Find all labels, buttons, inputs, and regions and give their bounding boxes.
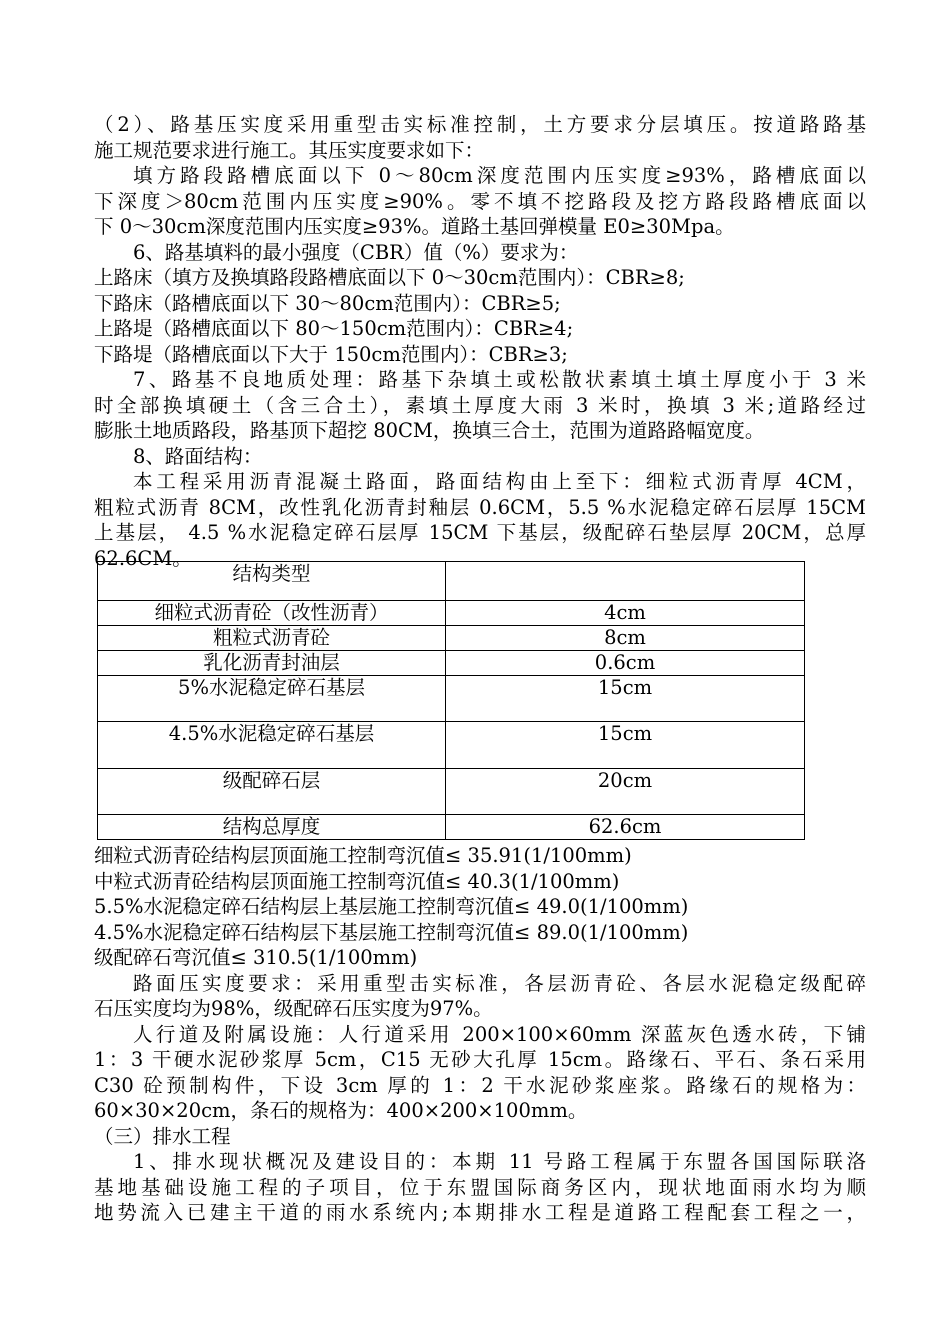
text-line: 粗粒式沥青 8CM，改性乳化沥青封釉层 0.6CM，5.5 %水泥稳定碎石层厚 15CM — [94, 495, 866, 519]
table-row — [98, 601, 805, 626]
text-line: （三）排水工程 — [94, 1124, 231, 1148]
table-cell-thickness: 62.6cm — [446, 815, 805, 840]
table-row — [98, 769, 805, 815]
text-line: 基地基础设施工程的子项目，位于东盟国际商务区内，现状地面雨水均为顺 — [94, 1175, 866, 1199]
table-cell-layer: 级配碎石层 — [98, 769, 446, 815]
table-cell-layer: 乳化沥青封油层 — [98, 651, 446, 676]
text-line: 上路床（填方及换填路段路槽底面以下 0～30cm范围内）：CBR≥8; — [94, 266, 685, 289]
table-cell-layer: 粗粒式沥青砼 — [98, 626, 446, 651]
text-line: 级配碎石弯沉值≤ 310.5(1/100mm) — [94, 946, 418, 969]
table-cell-thickness: 0.6cm — [446, 651, 805, 676]
table-header-cell — [446, 562, 805, 601]
text-line: （2）、路基压实度采用重型击实标准控制，土方要求分层填压。按道路路基 — [94, 113, 866, 136]
text-line: 62.6CM。 — [94, 546, 192, 570]
text-line: 本工程采用沥青混凝土路面，路面结构由上至下：细粒式沥青厚 4CM， — [133, 470, 866, 493]
text-line: 6、路基填料的最小强度（CBR）值（%）要求为： — [133, 240, 579, 264]
table-row — [98, 815, 805, 840]
text-line: 1：3 干硬水泥砂浆厚 5cm，C15 无砂大孔厚 15cm。路缘石、平石、条石采用 — [94, 1048, 866, 1071]
table-cell-thickness: 20cm — [446, 769, 805, 815]
text-line: 下路床（路槽底面以下 30～80cm范围内）：CBR≥5; — [94, 291, 561, 315]
text-line: C30 砼预制构件，下设 3cm 厚的 1：2 干水泥砂浆座浆。路缘石的规格为： — [94, 1073, 866, 1097]
table-row — [98, 676, 805, 722]
text-line: 4.5%水泥稳定碎石结构层下基层施工控制弯沉值≤ 89.0(1/100mm) — [94, 920, 689, 944]
table-row — [98, 722, 805, 769]
text-block-top — [94, 112, 866, 571]
text-line: 施工规范要求进行施工。其压实度要求如下： — [94, 138, 485, 162]
text-line: 7、路基不良地质处理：路基下杂填土或松散状素填土填土厚度小于 3 米 — [133, 368, 866, 391]
table-cell-thickness: 8cm — [446, 626, 805, 651]
text-line: 上基层， 4.5 %水泥稳定碎石层厚 15CM 下基层，级配碎石垫层厚 20CM，总厚 — [94, 521, 866, 544]
table-header-cell: 结构类型 — [98, 562, 446, 601]
table-row — [98, 651, 805, 676]
text-line: 1、排水现状概况及建设目的：本期 11 号路工程属于东盟各国国际联洛 — [133, 1150, 866, 1173]
table-cell-thickness: 4cm — [446, 601, 805, 626]
text-line: 细粒式沥青砼结构层顶面施工控制弯沉值≤ 35.91(1/100mm) — [94, 844, 632, 867]
text-line: 下路堤（路槽底面以下大于 150cm范围内）：CBR≥3; — [94, 342, 568, 366]
table-cell-thickness: 15cm — [446, 676, 805, 722]
table-cell-layer: 结构总厚度 — [98, 815, 446, 840]
table-cell-layer: 细粒式沥青砼（改性沥青） — [98, 601, 446, 626]
text-line: 地势流入已建主干道的雨水系统内;本期排水工程是道路工程配套工程之一， — [94, 1201, 866, 1224]
table-cell-layer: 4.5%水泥稳定碎石基层 — [98, 722, 446, 769]
pavement-structure-table — [97, 561, 805, 840]
text-line: 路面压实度要求：采用重型击实标准，各层沥青砼、各层水泥稳定级配碎 — [133, 971, 866, 995]
text-line: 填方路段路槽底面以下 0～80cm深度范围内压实度≥93%，路槽底面以 — [133, 164, 866, 187]
text-line: 时全部换填硬土（含三合土），素填土厚度大雨 3 米时，换填 3 米;道路经过 — [94, 393, 866, 417]
text-line: 人行道及附属设施：人行道采用 200×100×60mm 深蓝灰色透水砖，下铺 — [133, 1022, 866, 1046]
table-cell-thickness: 15cm — [446, 722, 805, 769]
table-cell-layer: 5%水泥稳定碎石基层 — [98, 676, 446, 722]
text-block-bottom — [94, 843, 866, 1226]
text-line: 中粒式沥青砼结构层顶面施工控制弯沉值≤ 40.3(1/100mm) — [94, 869, 620, 893]
text-line: 60×30×20cm，条石的规格为：400×200×100mm。 — [94, 1099, 588, 1122]
table-row — [98, 626, 805, 651]
text-line: 膨胀土地质路段，路基顶下超挖 80CM，换填三合土，范围为道路路幅宽度。 — [94, 419, 765, 442]
table-header-row — [98, 562, 805, 601]
text-line: 上路堤（路槽底面以下 80～150cm范围内）：CBR≥4; — [94, 317, 574, 340]
text-line: 5.5%水泥稳定碎石结构层上基层施工控制弯沉值≤ 49.0(1/100mm) — [94, 895, 689, 918]
text-line: 8、路面结构： — [133, 444, 263, 468]
text-line: 石压实度均为98%，级配碎石压实度为97%。 — [94, 997, 493, 1020]
text-line: 下深度＞80cm范围内压实度≥90%。零不填不挖路段及挖方路段路槽底面以 — [94, 189, 866, 213]
text-line: 下 0～30cm深度范围内压实度≥93%。道路土基回弹模量 E0≥30Mpa。 — [94, 215, 735, 238]
